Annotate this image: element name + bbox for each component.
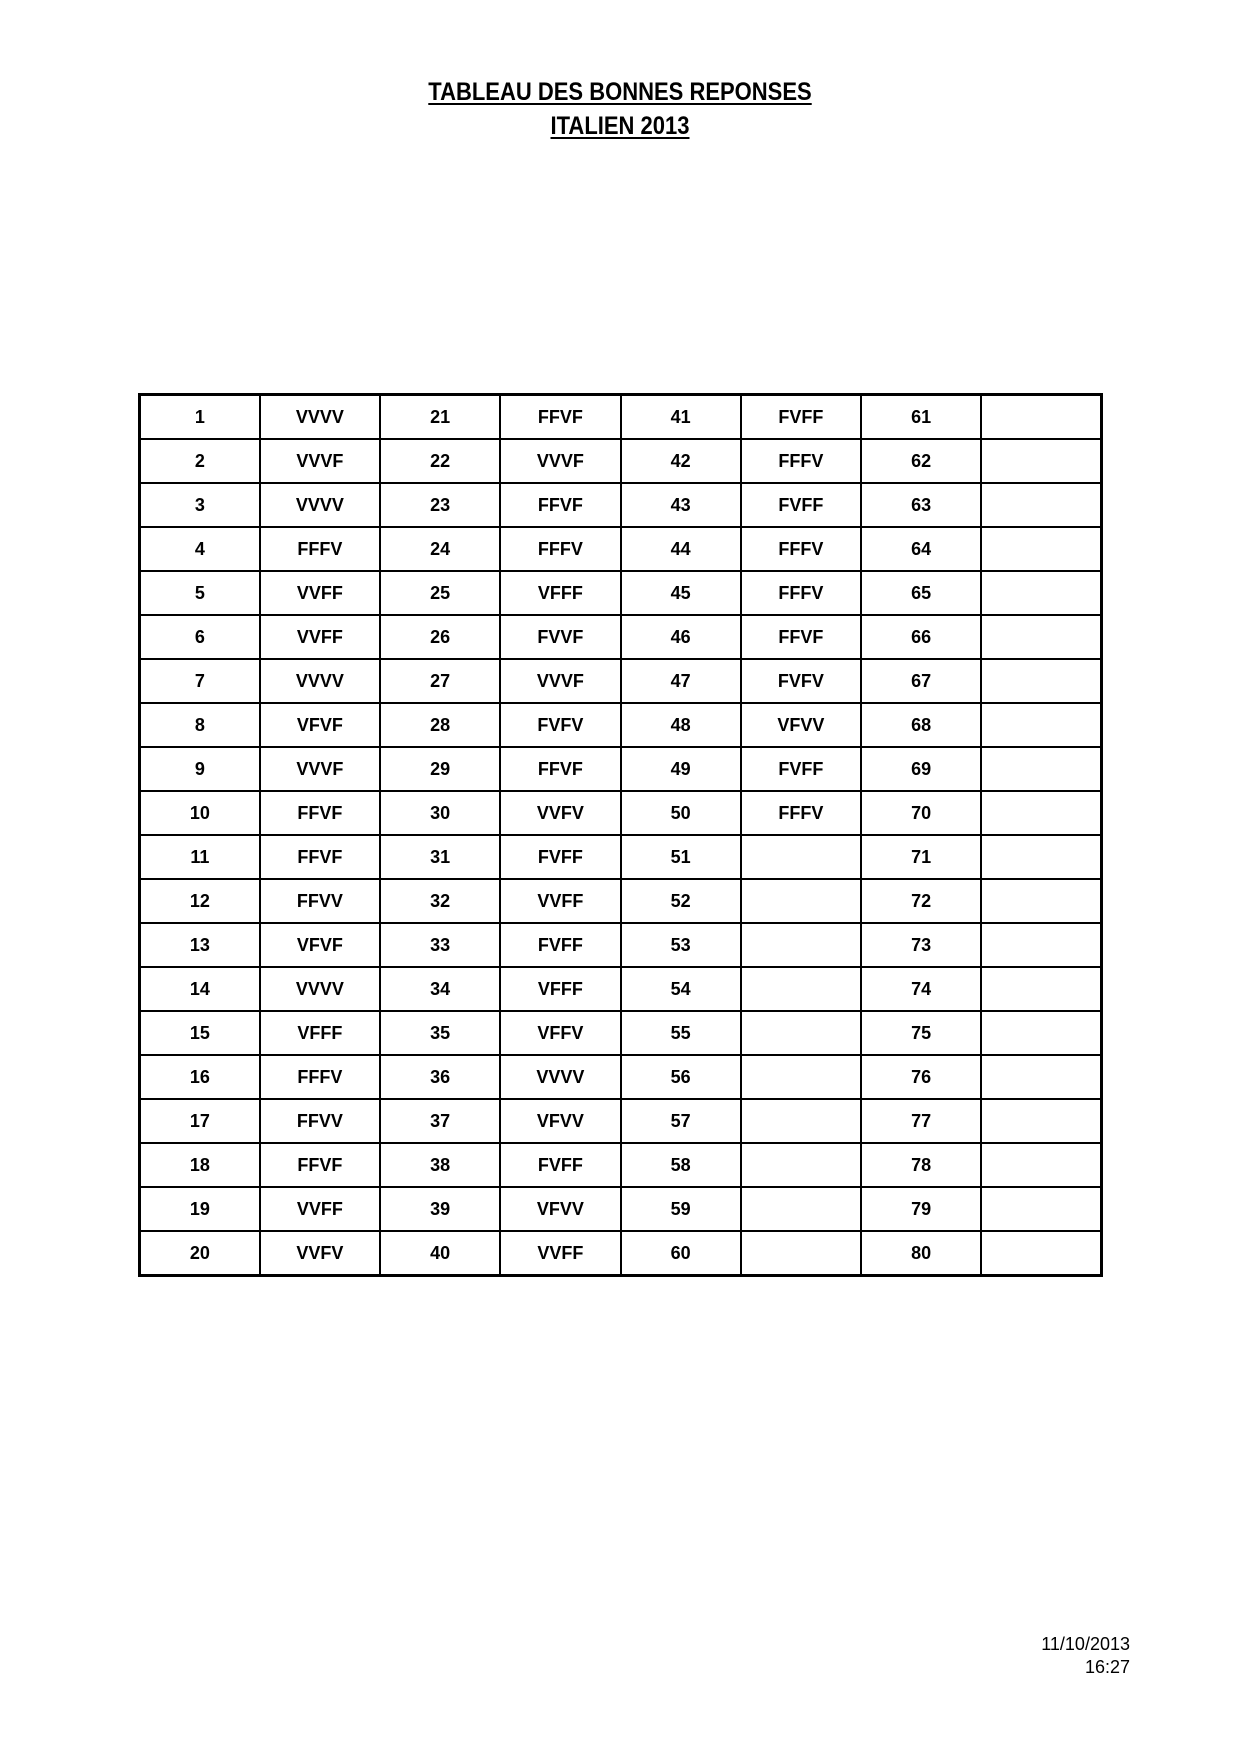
question-number-cell: 18	[140, 1143, 260, 1187]
answer-cell: VVVV	[260, 967, 380, 1011]
answer-cell: VFVF	[260, 703, 380, 747]
question-number-cell: 63	[861, 483, 981, 527]
question-number-cell: 62	[861, 439, 981, 483]
question-number-cell: 15	[140, 1011, 260, 1055]
question-number-cell: 43	[621, 483, 741, 527]
question-number-cell: 20	[140, 1231, 260, 1276]
question-number-cell: 12	[140, 879, 260, 923]
answer-cell	[981, 483, 1101, 527]
table-row	[140, 439, 1102, 483]
question-number-cell: 74	[861, 967, 981, 1011]
answer-cell	[981, 1099, 1101, 1143]
question-number-cell: 80	[861, 1231, 981, 1276]
question-number-cell: 76	[861, 1055, 981, 1099]
answer-cell: FFVF	[260, 791, 380, 835]
answer-cell	[981, 1187, 1101, 1231]
question-number-cell: 33	[380, 923, 500, 967]
answer-cell: FFVF	[500, 483, 620, 527]
table-row	[140, 1143, 1102, 1187]
question-number-cell: 49	[621, 747, 741, 791]
question-number-cell: 55	[621, 1011, 741, 1055]
answer-cell: VVFF	[260, 571, 380, 615]
question-number-cell: 59	[621, 1187, 741, 1231]
answer-cell: FFFV	[741, 527, 861, 571]
question-number-cell: 66	[861, 615, 981, 659]
answer-cell	[981, 879, 1101, 923]
question-number-cell: 41	[621, 395, 741, 440]
answer-cell: VVVV	[260, 395, 380, 440]
question-number-cell: 67	[861, 659, 981, 703]
question-number-cell: 69	[861, 747, 981, 791]
question-number-cell: 26	[380, 615, 500, 659]
question-number-cell: 36	[380, 1055, 500, 1099]
answer-cell	[741, 1231, 861, 1276]
answer-cell	[741, 923, 861, 967]
question-number-cell: 29	[380, 747, 500, 791]
question-number-cell: 31	[380, 835, 500, 879]
table-row	[140, 879, 1102, 923]
answer-cell: FFVF	[500, 395, 620, 440]
question-number-cell: 3	[140, 483, 260, 527]
question-number-cell: 9	[140, 747, 260, 791]
answer-cell	[981, 1143, 1101, 1187]
answer-cell: FVFF	[741, 483, 861, 527]
question-number-cell: 78	[861, 1143, 981, 1187]
answer-cell: VFVV	[500, 1099, 620, 1143]
answer-cell	[741, 1055, 861, 1099]
answer-cell: VFFF	[500, 571, 620, 615]
question-number-cell: 56	[621, 1055, 741, 1099]
question-number-cell: 68	[861, 703, 981, 747]
question-number-cell: 23	[380, 483, 500, 527]
question-number-cell: 50	[621, 791, 741, 835]
answer-cell: FFFV	[260, 527, 380, 571]
answer-cell: VVVV	[260, 483, 380, 527]
answer-cell: VVVV	[500, 1055, 620, 1099]
answer-cell: VFVV	[500, 1187, 620, 1231]
page-title: TABLEAU DES BONNES REPONSES	[428, 78, 812, 106]
question-number-cell: 34	[380, 967, 500, 1011]
question-number-cell: 7	[140, 659, 260, 703]
question-number-cell: 77	[861, 1099, 981, 1143]
question-number-cell: 21	[380, 395, 500, 440]
answer-cell: FFFV	[741, 439, 861, 483]
answer-cell: VFVV	[741, 703, 861, 747]
answer-cell	[981, 439, 1101, 483]
answer-cell: FFFV	[500, 527, 620, 571]
table-row	[140, 527, 1102, 571]
answers-table-body	[140, 395, 1102, 1276]
answer-cell: VFFF	[260, 1011, 380, 1055]
answer-cell: VVVF	[500, 659, 620, 703]
answer-cell	[981, 747, 1101, 791]
question-number-cell: 64	[861, 527, 981, 571]
question-number-cell: 71	[861, 835, 981, 879]
question-number-cell: 46	[621, 615, 741, 659]
answer-cell: VVFF	[500, 1231, 620, 1276]
question-number-cell: 2	[140, 439, 260, 483]
question-number-cell: 39	[380, 1187, 500, 1231]
question-number-cell: 19	[140, 1187, 260, 1231]
answer-cell: FVFF	[741, 747, 861, 791]
question-number-cell: 11	[140, 835, 260, 879]
question-number-cell: 52	[621, 879, 741, 923]
answer-cell	[741, 1099, 861, 1143]
answer-cell	[981, 791, 1101, 835]
table-row	[140, 1011, 1102, 1055]
question-number-cell: 40	[380, 1231, 500, 1276]
answer-cell	[981, 659, 1101, 703]
question-number-cell: 8	[140, 703, 260, 747]
table-row	[140, 747, 1102, 791]
answer-cell: VVFF	[260, 615, 380, 659]
answer-cell: FFVV	[260, 879, 380, 923]
question-number-cell: 38	[380, 1143, 500, 1187]
table-row	[140, 967, 1102, 1011]
answer-cell: FVFV	[741, 659, 861, 703]
question-number-cell: 25	[380, 571, 500, 615]
answer-cell	[981, 923, 1101, 967]
answer-cell: VVVV	[260, 659, 380, 703]
answer-cell	[741, 835, 861, 879]
answer-cell: VFFF	[500, 967, 620, 1011]
page-subtitle: ITALIEN 2013	[550, 112, 690, 140]
answer-cell: VFVF	[260, 923, 380, 967]
answer-cell	[981, 1011, 1101, 1055]
question-number-cell: 73	[861, 923, 981, 967]
question-number-cell: 51	[621, 835, 741, 879]
answer-cell	[981, 571, 1101, 615]
answer-cell: VVFF	[260, 1187, 380, 1231]
table-row	[140, 571, 1102, 615]
answer-cell	[981, 703, 1101, 747]
question-number-cell: 16	[140, 1055, 260, 1099]
question-number-cell: 30	[380, 791, 500, 835]
question-number-cell: 58	[621, 1143, 741, 1187]
answer-cell: VVFV	[260, 1231, 380, 1276]
answer-cell: FVFF	[500, 1143, 620, 1187]
answer-cell: FFVF	[260, 1143, 380, 1187]
table-row	[140, 791, 1102, 835]
answer-cell: FFFV	[741, 791, 861, 835]
question-number-cell: 10	[140, 791, 260, 835]
question-number-cell: 72	[861, 879, 981, 923]
question-number-cell: 42	[621, 439, 741, 483]
answer-cell: VVVF	[260, 747, 380, 791]
answer-cell	[981, 967, 1101, 1011]
question-number-cell: 6	[140, 615, 260, 659]
answer-cell	[741, 1011, 861, 1055]
question-number-cell: 17	[140, 1099, 260, 1143]
question-number-cell: 75	[861, 1011, 981, 1055]
question-number-cell: 57	[621, 1099, 741, 1143]
question-number-cell: 5	[140, 571, 260, 615]
answer-cell: VVVF	[260, 439, 380, 483]
answer-cell	[741, 879, 861, 923]
answer-cell	[981, 1231, 1101, 1276]
table-row	[140, 1099, 1102, 1143]
question-number-cell: 47	[621, 659, 741, 703]
question-number-cell: 45	[621, 571, 741, 615]
table-row	[140, 923, 1102, 967]
answer-cell: FVFF	[500, 835, 620, 879]
question-number-cell: 27	[380, 659, 500, 703]
answers-table	[138, 393, 1103, 1277]
footer-time: 16:27	[1084, 1657, 1130, 1677]
footer-date: 11/10/2013	[1041, 1634, 1130, 1654]
table-row	[140, 659, 1102, 703]
question-number-cell: 32	[380, 879, 500, 923]
question-number-cell: 60	[621, 1231, 741, 1276]
table-row	[140, 1231, 1102, 1276]
answer-cell	[981, 1055, 1101, 1099]
question-number-cell: 61	[861, 395, 981, 440]
answer-cell	[981, 835, 1101, 879]
question-number-cell: 24	[380, 527, 500, 571]
table-row	[140, 615, 1102, 659]
answer-cell	[981, 395, 1101, 440]
table-row	[140, 395, 1102, 440]
answer-cell	[741, 1187, 861, 1231]
answer-cell: FFVV	[260, 1099, 380, 1143]
answer-cell: FFVF	[500, 747, 620, 791]
question-number-cell: 65	[861, 571, 981, 615]
question-number-cell: 4	[140, 527, 260, 571]
question-number-cell: 22	[380, 439, 500, 483]
answer-cell	[741, 967, 861, 1011]
question-number-cell: 70	[861, 791, 981, 835]
table-row	[140, 703, 1102, 747]
table-row	[140, 1055, 1102, 1099]
question-number-cell: 54	[621, 967, 741, 1011]
answer-cell: FFVF	[260, 835, 380, 879]
question-number-cell: 14	[140, 967, 260, 1011]
answer-cell: FFFV	[741, 571, 861, 615]
question-number-cell: 37	[380, 1099, 500, 1143]
answer-cell: FVFF	[500, 923, 620, 967]
question-number-cell: 1	[140, 395, 260, 440]
answer-cell	[741, 1143, 861, 1187]
answer-cell: FFVF	[741, 615, 861, 659]
answer-cell	[981, 527, 1101, 571]
question-number-cell: 79	[861, 1187, 981, 1231]
answer-cell: VVFV	[500, 791, 620, 835]
table-row	[140, 483, 1102, 527]
answer-cell: FVFV	[500, 703, 620, 747]
answer-cell: VVVF	[500, 439, 620, 483]
answer-cell	[981, 615, 1101, 659]
answer-cell: FVVF	[500, 615, 620, 659]
answer-cell: FVFF	[741, 395, 861, 440]
question-number-cell: 48	[621, 703, 741, 747]
answer-cell: FFFV	[260, 1055, 380, 1099]
answer-cell: VFFV	[500, 1011, 620, 1055]
question-number-cell: 53	[621, 923, 741, 967]
question-number-cell: 35	[380, 1011, 500, 1055]
answer-cell: VVFF	[500, 879, 620, 923]
table-row	[140, 1187, 1102, 1231]
question-number-cell: 13	[140, 923, 260, 967]
question-number-cell: 28	[380, 703, 500, 747]
table-row	[140, 835, 1102, 879]
question-number-cell: 44	[621, 527, 741, 571]
